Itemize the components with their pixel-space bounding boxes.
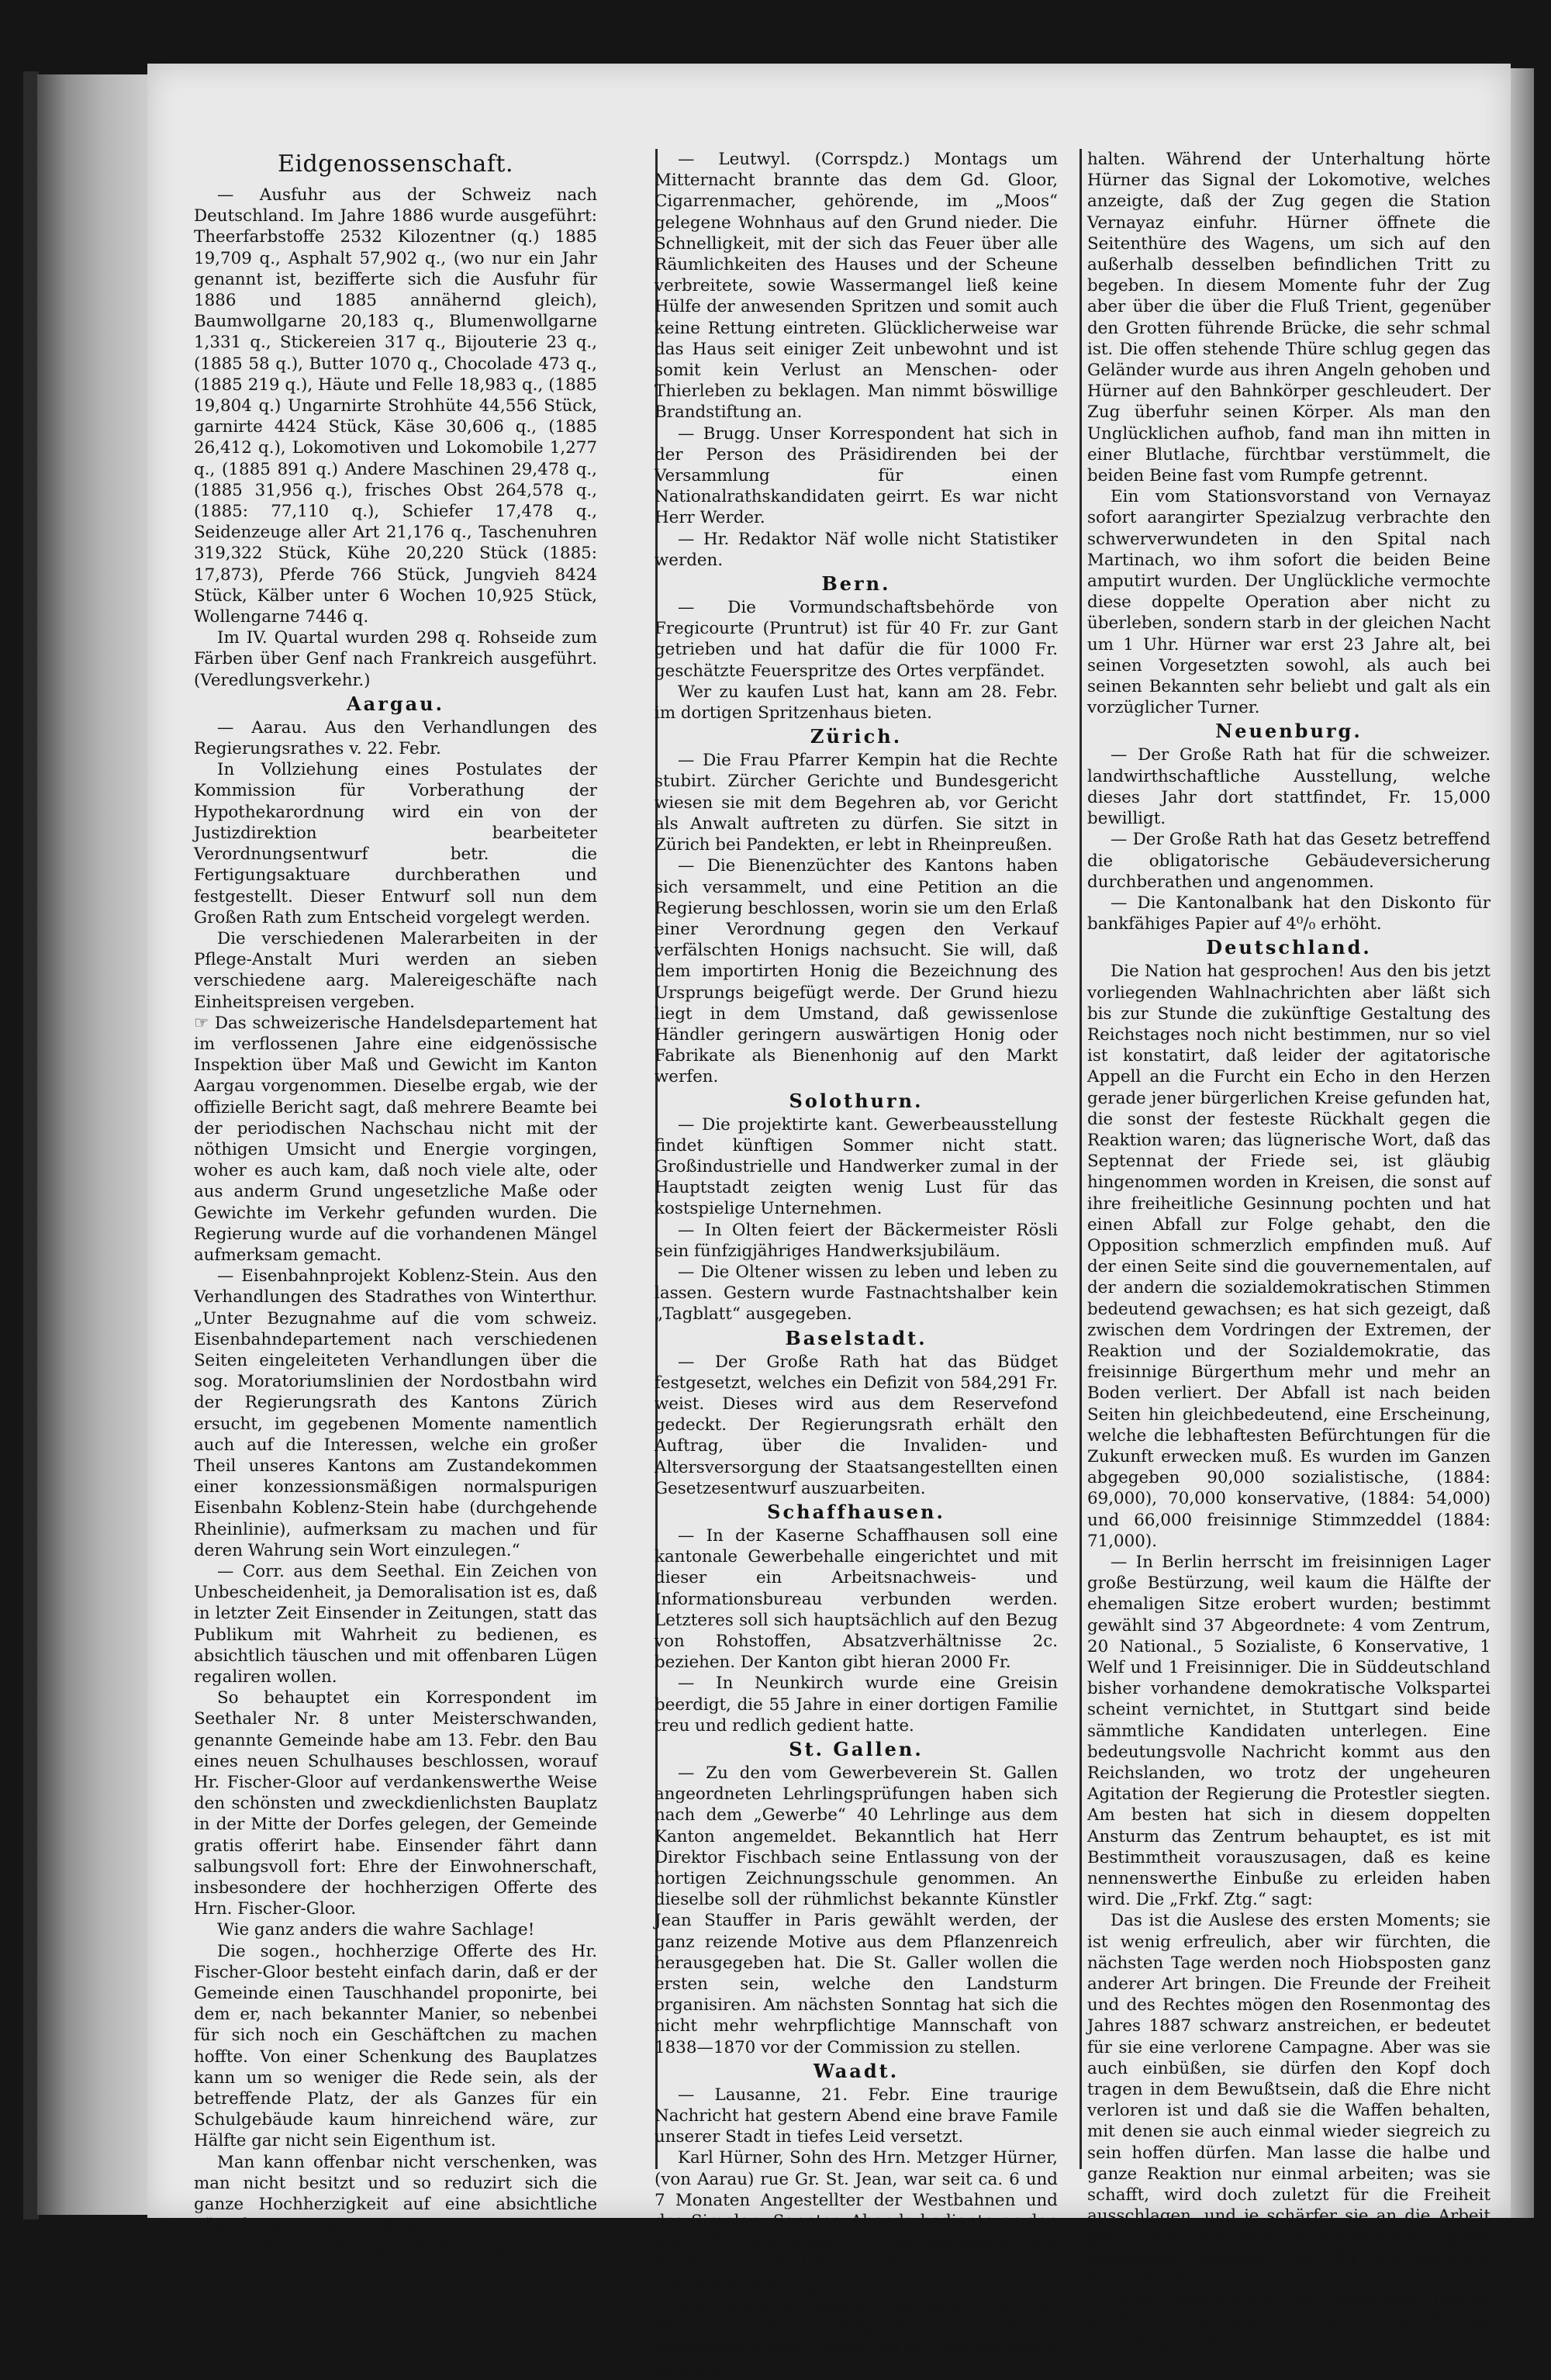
article-paragraph: Wie ganz anders die wahre Sachlage! [217, 1920, 535, 1940]
article-paragraph: — Die projektirte kant. Gewerbeausstellung findet künftigen Sommer nicht statt. Großindustrielle und Handwerker zumal in der Hauptstadt zeigten wenig Lust für das kostspielige Unternehmen. [655, 1114, 1058, 1219]
article-paragraph: Ein vom Stationsvorstand von Vernayaz sofort aarangirter Spezialzug verbrachte den schwerverwundeten in den Spital nach Martinach, wo ihm sofort die beiden Beine amputirt wurden. Der Unglückliche vermochte diese doppelte Operation aber nicht zu überleben, sondern starb in der gleichen Nacht um 1 Uhr. Hürner war erst 23 Jahre alt, bei seinen Vorgesetzten sowohl, als auch bei seinen Bekannten sehr beliebt und galt als ein vorzüglicher Turner. [1087, 487, 1491, 718]
section-heading: Zürich. [810, 725, 903, 748]
article-paragraph: — Die Vormundschaftsbehörde von Fregicourte (Pruntrut) ist für 40 Fr. zur Gant getrieben und hat dafür die für 1000 Fr. geschätzte Feuerspritze des Ortes verpfändet. [655, 598, 1058, 681]
article-paragraph: — Die Bienenzüchter des Kantons haben sich versammelt, und eine Petition an die Regierung beschlossen, worin sie um den Erlaß einer Verordnung gegen den Verkauf verfälschten Honigs nachsucht. Sie will, daß dem importirten Honig die Bezeichnung des Ursprungs beigefügt werde. Der Grund hiezu liegt in dem Umstand, daß gewissenlose Händler geringern auswärtigen Honig oder Fabrikate als Bienenhonig auf den Markt werfen. [655, 856, 1058, 1087]
article-paragraph: — Die Kantonalbank hat den Diskonto für bankfähiges Papier auf 4⁰/₀ erhöht. [1087, 893, 1491, 934]
article-paragraph: Diese Abstimmung im deutschen Reiche erscheint uns ein genauer Abklatsch der berüchtigten Ple- [1087, 2291, 1491, 2353]
article-paragraph: So viel zur vorläufigen Aufklärung. [217, 2237, 512, 2257]
section-heading: Waadt. [813, 2059, 900, 2082]
newspaper-page [147, 64, 1511, 2379]
article-paragraph: — Zu den vom Gewerbeverein St. Gallen angeordneten Lehrlingsprüfungen haben sich nach dem „Gewerbe“ 40 Lehrlinge aus dem Kanton angemeldet. Bekanntlich hat Herr Direktor Fischbach seine Entlassung von der hortigen Zeichnungsschule genommen. An dieselbe soll der rühmlichst bekannte Künstler Jean Stauffer in Paris gewählt werden, der ganz reizende Motive aus dem Pflanzenreich herausgegeben hat. Die St. Galler wollen die ersten sein, welche den Landsturm organisiren. Am nächsten Sonntag hat sich die nicht mehr wehrpflichtige Mannschaft von 1838—1870 vor der Commission zu stellen. [655, 1763, 1058, 2057]
article-paragraph: — Leutwyl. (Corrspdz.) Montags um Mitternacht brannte das dem Gd. Gloor, Cigarrenmacher, gehörende, im „Moos“ gelegene Wohnhaus auf den Grund nieder. Die Schnelligkeit, mit der sich das Feuer über alle Räumlichkeiten des Hauses und der Scheune verbreitete, sowie Wassermangel ließ keine Hülfe der anwesenden Spritzen und somit auch keine Rettung eintreten. Glücklicherweise war das Haus seit einiger Zeit unbewohnt und ist somit kein Verlust an Menschen- oder Thierleben zu beklagen. Man nimmt böswillige Brandstiftung an. [655, 150, 1058, 423]
book-spine [37, 74, 154, 2215]
column-3 [1087, 149, 1491, 2354]
section-heading: Eidgenossenschaft. [277, 150, 513, 178]
article-paragraph: ☞ Das schweizerische Handelsdepartement hat im verflossenen Jahre eine eidgenössische Inspektion über Maß und Gewicht im Kanton Aargau vorgenommen. Dieselbe ergab, wie der offizielle Bericht sagt, daß mehrere Beamte bei der periodischen Nachschau nicht mit der nöthigen Umsicht und Energie vorgingen, woher es auch kam, daß noch viele alte, oder aus anderm Grund ungesetzliche Maße oder Gewichte im Verkehr gefunden wurden. Die Regierung wurde auf die vorhandenen Mängel aufmerksam gemacht. [194, 1013, 597, 1265]
article-paragraph: — Ausfuhr aus der Schweiz nach Deutschland. Im Jahre 1886 wurde ausgeführt: Theerfarbstoffe 2532 Kilozentner (q.) 1885 19,709 q., Asphalt 57,902 q., (wo nur ein Jahr genannt ist, bezifferte sich die Ausfuhr für 1886 und 1885 annähernd gleich), Baumwollgarne 20,183 q., Blumenwollgarne 1,331 q., Stickereien 317 q., Bijouterie 23 q., (1885 58 q.), Butter 1070 q., Chocolade 473 q., (1885 219 q.), Häute und Felle 18,983 q., (1885 19,804 q.) Ungarnirte Strohhüte 44,556 Stück, garnirte 4424 Stück, Käse 30,606 q., (1885 26,412 q.), Lokomotiven und Lokomobile 1,277 q., (1885 891 q.) Andere Maschinen 29,478 q., (1885 31,956 q.), frisches Obst 264,578 q., (1885: 77,110 q.), Schiefer 17,478 q., Seidenzeuge aller Art 21,176 q., Taschenuhren 319,322 Stück, Kühe 20,220 Stück (1885: 17,873), Pferde 766 Stück, Jungvieh 8424 Stück, Kälber unter 6 Wochen 10,925 Stück, Wollengarne 7446 q. [194, 185, 597, 627]
article-paragraph: — Eisenbahnprojekt Koblenz-Stein. Aus den Verhandlungen des Stadrathes von Winterthur. „Unter Bezugnahme auf die vom schweiz. Eisenbahndepartement nach verschiedenen Seiten eingeleiteten Verhandlungen über die sog. Moratoriumslinien der Nordostbahn wird der Regierungsrath des Kantons Zürich ersucht, im gegebenen Momente namentlich auch auf die Interessen, welche ein großer Theil unseres Kantons am Zustandekommen einer konzessionsmäßigen normalspurigen Eisenbahn Koblenz-Stein habe (durchgehende Rheinlinie), aufmerksam zu machen und für deren Wahrung sein Wort einzulegen.“ [194, 1266, 597, 1560]
article-paragraph: — Der Große Rath hat das Gesetz betreffend die obligatorische Gebäudeversicherung durchberathen und angenommen. [1087, 830, 1491, 892]
article-paragraph: — Brugg. Unser Korrespondent hat sich in der Person des Präsidirenden bei der Versammlung für einen Nationalrathskandidaten geirrt. Es war nicht Herr Werder. [655, 423, 1058, 528]
article-paragraph: — Die Oltener wissen zu leben und leben zu lassen. Gestern wurde Fastnachtshalber kein „Tagblatt“ ausgegeben. [655, 1262, 1058, 1325]
page-edge [1511, 68, 1534, 2218]
section-heading: Deutschland. [1206, 936, 1372, 959]
article-paragraph: — Hr. Redaktor Näf wolle nicht Statistiker werden. [655, 529, 1058, 570]
section-heading: Neuenburg. [1215, 720, 1363, 743]
column-2 [655, 149, 1058, 2380]
section-heading: Bern. [821, 572, 891, 596]
column-1 [194, 149, 597, 2257]
article-paragraph: Die verschiedenen Malerarbeiten in der Pflege-Anstalt Muri werden an sieben verschiedene aarg. Malereigeschäfte nach Einheitspreisen vergeben. [194, 928, 597, 1012]
article-paragraph: So behauptet ein Korrespondent im Seethaler Nr. 8 unter Meisterschwanden, genannte Gemeinde habe am 13. Febr. den Bau eines neuen Schulhauses beschlossen, worauf Hr. Fischer-Gloor auf verdankenswerthe Weise den schönsten und zweckdienlichsten Bauplatz in der Mitte der Dorfes gelegen, der Gemeinde gratis offerirt habe. Einsender fährt dann salbungsvoll fort: Ehre der Einwohnerschaft, insbesondere der hochherzigen Offerte des Hrn. Fischer-Gloor. [194, 1688, 597, 1919]
article-paragraph: — Corr. aus dem Seethal. Ein Zeichen von Unbescheidenheit, ja Demoralisation ist es, daß in letzter Zeit Einsender in Zeitungen, statt das Publikum mit Wahrheit zu bedienen, es absichtlich täuschen und mit offenbaren Lügen regaliren wollen. [194, 1562, 597, 1687]
article-paragraph: — Aarau. Aus den Verhandlungen des Regierungsrathes v. 22. Febr. [194, 717, 597, 759]
article-paragraph: — In der Kaserne Schaffhausen soll eine kantonale Gewerbehalle eingerichtet und mit dieser ein Arbeitsnachweis- und Informationsbureau verbunden werden. Letzteres soll sich hauptsächlich auf den Bezug von Rohstoffen, Absatzverhältnisse 2c. beziehen. Der Kanton gibt hieran 2000 Fr. [655, 1525, 1058, 1673]
column-rule [1079, 149, 1082, 2169]
article-paragraph: — Lausanne, 21. Febr. Eine traurige Nachricht hat gestern Abend eine brave Famile unserer Stadt in tiefes Leid versetzt. [655, 2085, 1058, 2147]
section-heading: Solothurn. [789, 1089, 924, 1112]
article-paragraph: — In Neunkirch wurde eine Greisin beerdigt, die 55 Jahre in einer dortigen Familie treu und redlich gedient hatte. [655, 1674, 1058, 1736]
article-paragraph: — In Olten feiert der Bäckermeister Rösli sein fünfzigjähriges Handwerksjubiläum. [655, 1220, 1058, 1261]
article-paragraph: Man kann offenbar nicht verschenken, was man nicht besitzt und so reduzirt sich die ganze Hochherzigkeit auf eine absichtliche Täuschung in weitern Kreisen. [194, 2152, 597, 2236]
article-paragraph: Im IV. Quartal wurden 298 q. Rohseide zum Färben über Genf nach Frankreich ausgeführt. (Veredlungsverkehr.) [194, 628, 597, 690]
article-paragraph: — Der Große Rath hat für die schweizer. landwirthschaftliche Ausstellung, welche dieses Jahr dort stattfindet, Fr. 15,000 bewilligt. [1087, 745, 1491, 829]
article-paragraph: halten. Während der Unterhaltung hörte Hürner das Signal der Lokomotive, welches anzeigte, daß der Zug gegen die Station Vernayaz einfuhr. Hürner öffnete die Seitenthüre des Wagens, um sich auf den außerhalb desselben befindlichen Tritt zu begeben. In diesem Momente fuhr der Zug aber über die über die Fluß Trient, gegenüber den Grotten führende Brücke, die sehr schmal ist. Die offen stehende Thüre schlug gegen das Geländer wurde aus ihren Angeln gehoben und Hürner auf den Bahnkörper geschleudert. Der Zug überfuhr seinen Körper. Als man den Unglücklichen aufhob, fand man ihn mitten in einer Blutlache, fürchtbar verstümmelt, die beiden Beine fast vom Rumpfe getrennt. [1087, 150, 1491, 486]
section-heading: St. Gallen. [789, 1738, 924, 1761]
article-paragraph: — Die Frau Pfarrer Kempin hat die Rechte stubirt. Zürcher Gerichte und Bundesgericht wiesen sie mit dem Begehren ab, vor Gericht als Anwalt auftreten zu dürfen. Sie sitzt in Zürich bei Pandekten, er lebt in Rheinpreußen. [655, 751, 1058, 855]
article-paragraph: Die Nation hat gesprochen! Aus den bis jetzt vorliegenden Wahlnachrichten aber läßt sich bis zur Stunde die zukünftige Gestaltung des Reichstages noch nicht bestimmen, nur so viel ist konstatirt, daß leider der agitatorische Appell an die Furcht ein Echo in den Herzen gerade jener bürgerlichen Kreise gefunden hat, die sonst der festeste Rückhalt gegen die Reaktion waren; das lügnerische Wort, daß das Septennat der Friede sei, ist gläubig hingenommen worden in Kreisen, die sonst auf ihre freiheitliche Gesinnung pochten und hat einen Abfall zur Folge gehabt, den die Opposition schmerzlich empfinden muß. Auf der einen Seite sind die gouvernementalen, auf der andern die sozialdemokratischen Stimmen bedeutend gewachsen; es hat sich gezeigt, daß zwischen dem Vordringen der Extremen, der Reaktion und der Sozialdemokratie, das freisinnige Bürgerthum mehr und mehr an Boden verliert. Der Abfall ist nach beiden Seiten hin gleichbedeutend, eine Erscheinung, welche die lebhaftesten Befürchtungen für die Zukunft erwecken muß. Es wurden im Ganzen abgegeben 90,000 sozialistische, (1884: 69,000), 70,000 konservative, (1884: 54,000) und 66,000 freisinnige Stimmzeddel (1884: 71,000). [1087, 962, 1491, 1551]
article-paragraph: In Vollziehung eines Postulates der Kommission für Vorberathung der Hypothekarordnung wird ein von der Justizdirektion bearbeiteter Verordnungsentwurf betr. die Fertigungsaktuare durchberathen und festgestellt. Dieser Entwurf soll nun dem Großen Rath zum Entscheid vorgelegt werden. [194, 760, 597, 927]
article-paragraph: Karl Hürner, Sohn des Hrn. Metzger Hürner, (von Aarau) rue Gr. St. Jean, war seit ca. 6 und 7 Monaten Angestellter der Westbahnen und des Simplon. Sonntag Abends bediente er den um 4 Uhr 20 Minuten in Brieg abgehenden und Nachts um 9 Uhr 50 Min. in Lausanne ankommenden Zug. [655, 2148, 1058, 2295]
article-paragraph: Das ist die Auslese des ersten Moments; sie ist wenig erfreulich, aber wir fürchten, die nächsten Tage werden noch Hiobsposten ganz anderer Art bringen. Die Freunde der Freiheit und des Rechtes mögen den Rosenmontag des Jahres 1887 schwarz anstreichen, er bedeutet für sie eine verlorene Campagne. Aber was sie auch einbüßen, sie dürfen den Kopf doch tragen in dem Bewußtsein, daß die Ehre nicht verloren ist und daß sie die Waffen behalten, mit denen sie auch einmal wieder siegreich zu sein hoffen dürfen. Man lasse die halbe und ganze Reaktion nur einmal arbeiten; was sie schafft, wird doch zuletzt für die Freiheit ausschlagen, und je schärfer sie an die Arbeit geht, um so eher wird für das Volk der Tag der Erkenntniß kommen, der für die gerechte Sache die Revanche sein wird.“ [1087, 1911, 1491, 2289]
article-paragraph: — In Berlin herrscht im freisinnigen Lager große Bestürzung, weil kaum die Hälfte der ehemaligen Sitze erobert wurden; bestimmt gewählt sind 37 Abgeordnete: 4 vom Zentrum, 20 National., 5 Sozialiste, 6 Konservative, 1 Welf und 1 Freisinniger. Die in Süddeutschland bisher vorhandene demokratische Volkspartei scheint vernichtet, in Stuttgart sind beide sämmtliche Kandidaten unterlegen. Eine bedeutungsvolle Nachricht kommt aus den Reichslanden, wo trotz der ungeheuren Agitation der Regierung die Protestler siegten. Am besten hat sich in diesem doppelten Ansturm das Zentrum behauptet, es ist mit Bestimmtheit vorauszusagen, daß es keine nennenswerthe Einbuße zu erleiden haben wird. Die „Frkf. Ztg.“ sagt: [1087, 1553, 1491, 1910]
article-paragraph: Kurz nach der Abfahrt des Zuges von der Station Martinach stieg Hürner zu einem Reisenden in sein Coupé, um mit ihm ein wenig zu unter- [655, 2295, 1058, 2379]
article-paragraph: Wer zu kaufen Lust hat, kann am 28. Febr. im dortigen Spritzenhaus bieten. [655, 682, 1058, 724]
section-heading: Aargau. [347, 692, 444, 715]
section-heading: Baselstadt. [785, 1326, 927, 1349]
article-paragraph: Die sogen., hochherzige Offerte des Hr. Fischer-Gloor besteht einfach darin, daß er der Gemeinde einen Tauschhandel proponirte, bei dem er, nach bekannter Manier, so nebenbei für sich noch ein Geschäftchen zu machen hoffte. Von einer Schenkung des Bauplatzes kann um so weniger die Rede sein, als der betreffende Platz, der als Ganzes für ein Schulgebäude kaum hinreichend wäre, zur Hälfte gar nicht sein Eigenthum ist. [194, 1941, 597, 2151]
section-heading: Schaffhausen. [767, 1500, 945, 1523]
book-spine-edge [23, 71, 39, 2219]
article-paragraph: — Der Große Rath hat das Büdget festgesetzt, welches ein Defizit von 584,291 Fr. weist. Dieses wird aus dem Reservefond gedeckt. Der Regierungsrath erhält den Auftrag, über die Invaliden- und Altersversorgung der Staatsangestellten einen Gesetzesentwurf auszuarbeiten. [655, 1352, 1058, 1498]
